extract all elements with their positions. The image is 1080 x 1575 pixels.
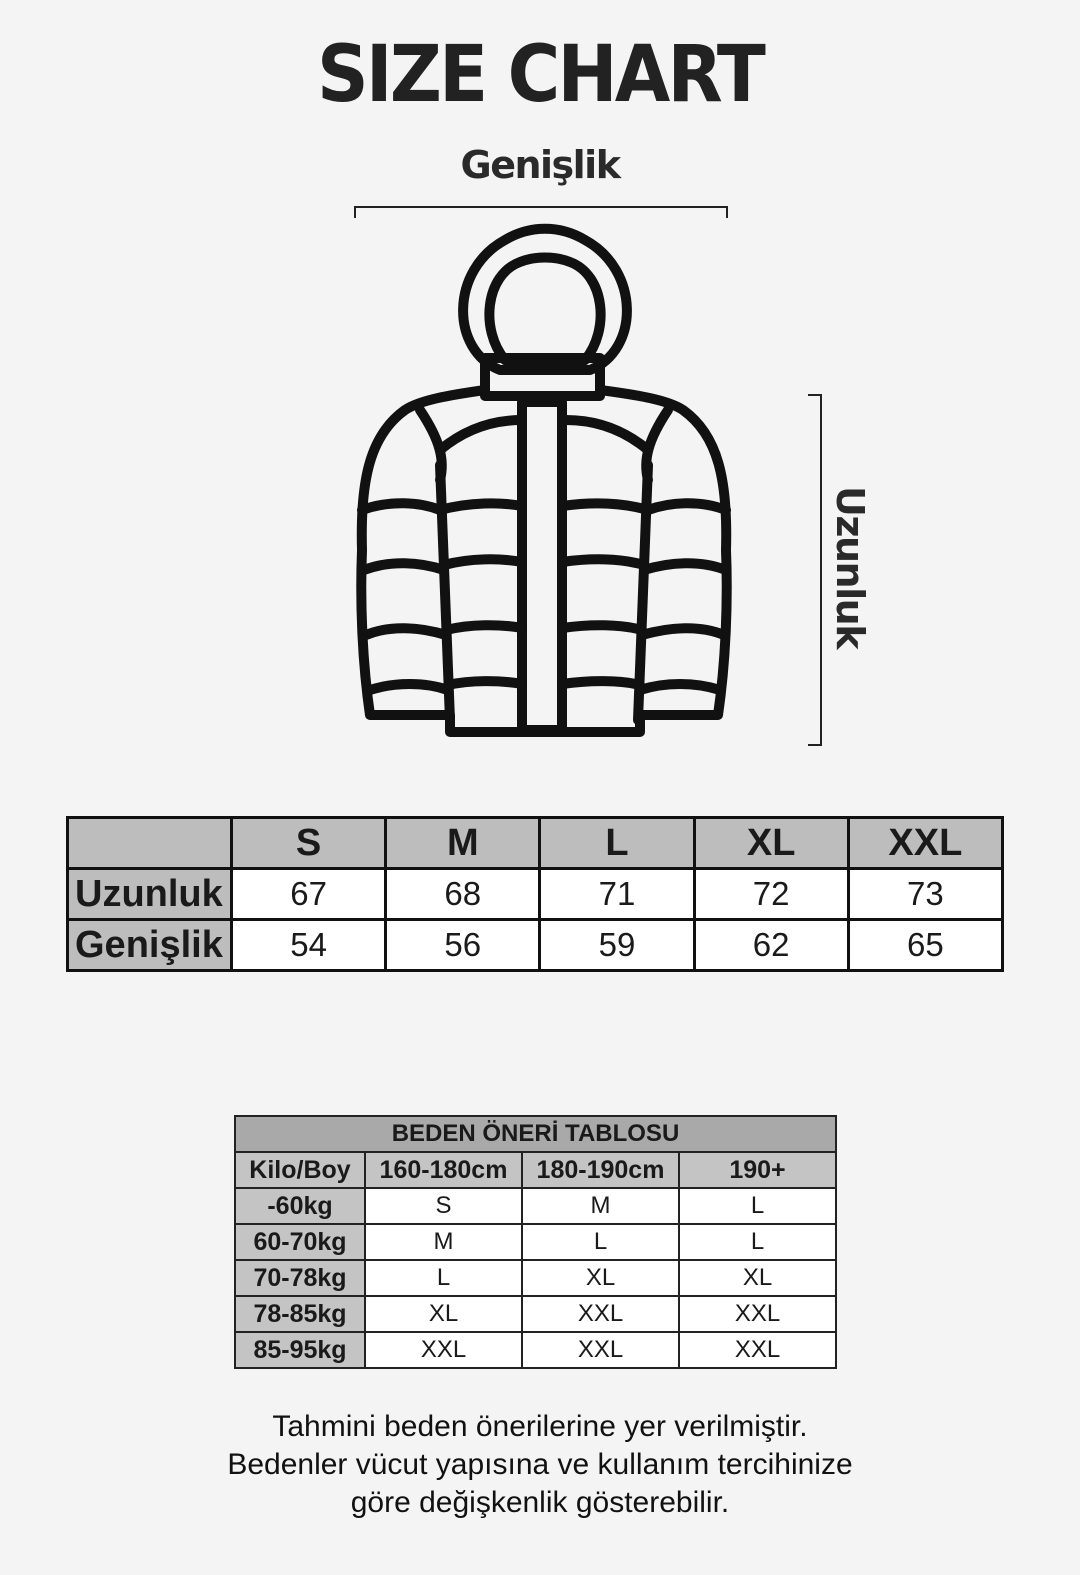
- width-label: Genişlik: [460, 143, 620, 187]
- row-label: 70-78kg: [235, 1260, 365, 1296]
- recommendation-caption-row: [235, 1116, 836, 1152]
- length-measure-bracket: [808, 394, 822, 746]
- table-cell: 54: [232, 920, 386, 971]
- width-measure-bracket: [354, 206, 728, 218]
- table-cell: 62: [694, 920, 848, 971]
- table-cell: XL: [679, 1260, 836, 1296]
- table-cell: L: [679, 1188, 836, 1224]
- row-label: 78-85kg: [235, 1296, 365, 1332]
- header-cell: 180-190cm: [522, 1152, 679, 1188]
- table-cell: 71: [540, 869, 694, 920]
- table-cell: L: [522, 1224, 679, 1260]
- recommendation-caption: BEDEN ÖNERİ TABLOSU: [235, 1116, 836, 1152]
- table-cell: 72: [694, 869, 848, 920]
- size-header-blank: [68, 818, 232, 869]
- note-line: göre değişkenlik gösterebilir.: [350, 1486, 730, 1519]
- table-cell: XXL: [679, 1332, 836, 1368]
- recommendation-header-row: [235, 1152, 836, 1188]
- row-label: 60-70kg: [235, 1224, 365, 1260]
- table-row: [235, 1296, 836, 1332]
- table-cell: 73: [848, 869, 1002, 920]
- note-line: Tahmini beden önerilerine yer verilmiştir.: [272, 1410, 808, 1443]
- table-row: [68, 869, 1003, 920]
- table-cell: 68: [386, 869, 540, 920]
- size-header-cell: L: [540, 818, 694, 869]
- table-cell: M: [522, 1188, 679, 1224]
- size-header-cell: S: [232, 818, 386, 869]
- table-cell: XXL: [679, 1296, 836, 1332]
- row-label: Genişlik: [68, 920, 232, 971]
- puffer-jacket-icon: [340, 220, 740, 740]
- table-cell: 65: [848, 920, 1002, 971]
- table-cell: XXL: [365, 1332, 522, 1368]
- table-cell: 56: [386, 920, 540, 971]
- row-label: Uzunluk: [68, 869, 232, 920]
- table-cell: 67: [232, 869, 386, 920]
- size-header-cell: M: [386, 818, 540, 869]
- header-cell: Kilo/Boy: [235, 1152, 365, 1188]
- table-cell: XL: [365, 1296, 522, 1332]
- page-title: SIZE CHART: [316, 30, 764, 120]
- table-cell: XL: [522, 1260, 679, 1296]
- size-header-row: [68, 818, 1003, 869]
- table-cell: M: [365, 1224, 522, 1260]
- size-header-cell: XXL: [848, 818, 1002, 869]
- table-row: [68, 920, 1003, 971]
- row-label: 85-95kg: [235, 1332, 365, 1368]
- table-row: [235, 1224, 836, 1260]
- row-label: -60kg: [235, 1188, 365, 1224]
- table-row: [235, 1260, 836, 1296]
- size-table: [66, 816, 1004, 972]
- table-cell: XXL: [522, 1296, 679, 1332]
- recommendation-table: [234, 1115, 837, 1369]
- note-line: Bedenler vücut yapısına ve kullanım tercihinize: [227, 1448, 853, 1481]
- disclaimer-note: [0, 1408, 1080, 1522]
- header-cell: 190+: [679, 1152, 836, 1188]
- table-cell: XXL: [522, 1332, 679, 1368]
- table-cell: L: [679, 1224, 836, 1260]
- table-row: [235, 1188, 836, 1224]
- size-header-cell: XL: [694, 818, 848, 869]
- length-label: Uzunluk: [828, 486, 872, 648]
- table-cell: S: [365, 1188, 522, 1224]
- table-row: [235, 1332, 836, 1368]
- table-cell: 59: [540, 920, 694, 971]
- table-cell: L: [365, 1260, 522, 1296]
- header-cell: 160-180cm: [365, 1152, 522, 1188]
